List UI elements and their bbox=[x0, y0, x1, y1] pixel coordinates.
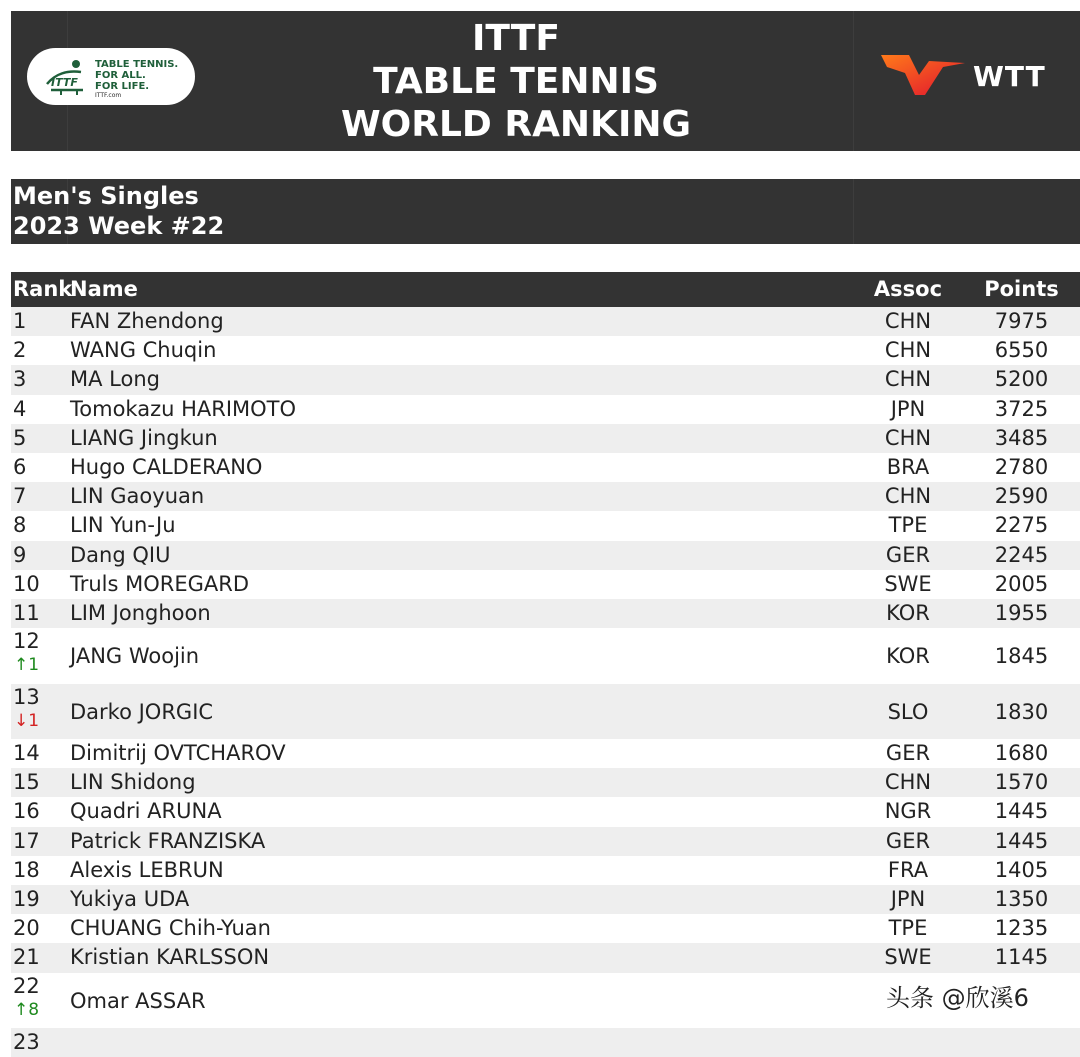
table-row bbox=[11, 628, 1080, 684]
rank-up-indicator: ↑1 bbox=[14, 655, 40, 676]
table-header bbox=[11, 272, 1080, 307]
wtt-wordmark: WTT bbox=[973, 60, 1046, 93]
points-cell: 1445 bbox=[994, 799, 1049, 824]
player-name: JANG Woojin bbox=[70, 644, 200, 669]
points-cell: 6550 bbox=[994, 338, 1049, 363]
rank-cell: 19 bbox=[13, 887, 40, 911]
rank-cell: 3 bbox=[13, 367, 27, 392]
player-name: LIN Yun-Ju bbox=[70, 513, 176, 538]
rank-cell: 8 bbox=[13, 513, 27, 538]
player-name: MA Long bbox=[70, 367, 160, 392]
points-cell: 1350 bbox=[994, 887, 1049, 911]
association-cell: TPE bbox=[888, 513, 928, 538]
association-cell: BRA bbox=[886, 454, 930, 479]
table-row bbox=[11, 684, 1080, 739]
rank-cell: 1 bbox=[13, 309, 27, 333]
table-row bbox=[11, 1028, 1080, 1057]
association-cell: KOR bbox=[886, 600, 930, 625]
table-row bbox=[11, 914, 1080, 943]
association-cell: JPN bbox=[890, 887, 926, 911]
table-row bbox=[11, 570, 1080, 599]
title-line: ITTF bbox=[472, 18, 560, 59]
table-row bbox=[11, 739, 1080, 768]
column-header-rank: Rank bbox=[13, 277, 73, 301]
ittf-logo bbox=[27, 48, 195, 105]
association-cell: SLO bbox=[887, 700, 929, 725]
table-row bbox=[11, 482, 1080, 511]
ittf-tagline-line: FOR ALL. bbox=[95, 70, 146, 81]
column-header-assoc: Assoc bbox=[873, 277, 943, 301]
rank-cell: 5 bbox=[13, 425, 27, 450]
rank-cell: 15 bbox=[13, 770, 40, 795]
column-header-points: Points bbox=[984, 277, 1059, 301]
ittf-tagline bbox=[95, 59, 178, 100]
rank-cell: 14 bbox=[13, 741, 40, 766]
ranking-table bbox=[11, 307, 1080, 1057]
player-name: Kristian KARLSSON bbox=[70, 945, 270, 970]
table-row bbox=[11, 768, 1080, 797]
association-cell: SWE bbox=[884, 945, 932, 970]
player-name: Omar ASSAR bbox=[70, 988, 206, 1013]
points-cell: 1405 bbox=[994, 857, 1049, 882]
column-header-name: Name bbox=[70, 277, 138, 301]
rank-cell: 16 bbox=[13, 799, 40, 824]
table-row bbox=[11, 511, 1080, 540]
rank-cell: 13 bbox=[13, 685, 40, 710]
table-row bbox=[11, 424, 1080, 453]
rank-cell: 18 bbox=[13, 857, 40, 882]
table-row bbox=[11, 856, 1080, 885]
ittf-tagline-line: TABLE TENNIS. bbox=[95, 59, 179, 70]
ranking-header bbox=[11, 11, 1080, 151]
player-name: Tomokazu HARIMOTO bbox=[70, 396, 297, 421]
association-cell: GER bbox=[885, 828, 931, 853]
player-name: Patrick FRANZISKA bbox=[70, 828, 266, 853]
association-cell: CHN bbox=[884, 770, 932, 795]
points-cell: 2275 bbox=[994, 513, 1049, 538]
table-row bbox=[11, 395, 1080, 424]
ittf-paddle-icon bbox=[41, 56, 89, 96]
player-name: FAN Zhendong bbox=[70, 309, 224, 333]
points-cell: 2005 bbox=[994, 571, 1049, 596]
points-cell: 1680 bbox=[994, 741, 1049, 766]
rank-cell: 11 bbox=[13, 600, 40, 625]
rank-cell: 6 bbox=[13, 454, 27, 479]
player-name: Dang QIU bbox=[70, 542, 171, 567]
header-divider bbox=[853, 179, 854, 244]
association-cell: SWE bbox=[884, 571, 932, 596]
ittf-mark-text: ITTF bbox=[51, 76, 78, 89]
title-line: WORLD RANKING bbox=[340, 104, 692, 145]
association-cell: CHN bbox=[884, 367, 932, 392]
association-cell: FRA bbox=[887, 857, 929, 882]
wtt-logo bbox=[881, 53, 1061, 109]
association-cell: CHN bbox=[884, 338, 932, 363]
association-cell: CHN bbox=[884, 484, 932, 509]
player-name: LIN Gaoyuan bbox=[70, 484, 205, 509]
rank-cell: 9 bbox=[13, 542, 27, 567]
association-cell: CHN bbox=[884, 309, 932, 333]
points-cell: 3725 bbox=[994, 396, 1049, 421]
points-cell: 2245 bbox=[994, 542, 1049, 567]
player-name: Yukiya UDA bbox=[70, 887, 190, 911]
rank-cell: 12 bbox=[13, 629, 40, 654]
player-name: Hugo CALDERANO bbox=[70, 454, 263, 479]
table-row bbox=[11, 599, 1080, 628]
rank-cell: 22 bbox=[13, 973, 40, 998]
table-row bbox=[11, 827, 1080, 856]
association-cell: CHN bbox=[884, 425, 932, 450]
table-row bbox=[11, 885, 1080, 914]
table-row bbox=[11, 307, 1080, 336]
points-cell: 1235 bbox=[994, 916, 1049, 941]
table-row bbox=[11, 541, 1080, 570]
rank-down-indicator: ↓1 bbox=[14, 711, 40, 732]
points-cell: 2780 bbox=[994, 454, 1049, 479]
points-cell: 1445 bbox=[994, 828, 1049, 853]
points-cell: 1830 bbox=[994, 700, 1049, 725]
table-row bbox=[11, 453, 1080, 482]
points-cell: 2590 bbox=[994, 484, 1049, 509]
rank-cell: 4 bbox=[13, 396, 27, 421]
rank-cell: 7 bbox=[13, 484, 27, 509]
points-cell: 7975 bbox=[994, 309, 1049, 333]
association-cell: TPE bbox=[888, 916, 928, 941]
player-name: LIN Shidong bbox=[70, 770, 196, 795]
player-name: CHUANG Chih-Yuan bbox=[70, 916, 271, 941]
event-name: Men's Singles bbox=[13, 182, 199, 210]
player-name: Darko JORGIC bbox=[70, 700, 214, 725]
rank-cell: 10 bbox=[13, 571, 40, 596]
rank-cell: 17 bbox=[13, 828, 40, 853]
page-title bbox=[321, 17, 711, 146]
player-name: WANG Chuqin bbox=[70, 338, 217, 363]
table-row bbox=[11, 365, 1080, 394]
ittf-url: ITTF.com bbox=[95, 92, 122, 99]
points-cell: 1845 bbox=[994, 644, 1049, 669]
title-line: TABLE TENNIS bbox=[373, 61, 659, 102]
ranking-week: 2023 Week #22 bbox=[13, 212, 225, 240]
table-row bbox=[11, 336, 1080, 365]
ranking-subheader bbox=[11, 179, 1080, 244]
association-cell: KOR bbox=[886, 644, 930, 669]
rank-cell: 21 bbox=[13, 945, 40, 970]
rank-cell: 23 bbox=[13, 1029, 40, 1054]
player-name: Alexis LEBRUN bbox=[70, 857, 224, 882]
points-cell: 3485 bbox=[994, 425, 1049, 450]
ittf-tagline-line: FOR LIFE. bbox=[95, 81, 150, 92]
player-name: Quadri ARUNA bbox=[70, 799, 222, 824]
rank-up-indicator: ↑8 bbox=[14, 999, 40, 1020]
association-cell: JPN bbox=[890, 396, 926, 421]
wtt-mark-icon bbox=[881, 53, 965, 97]
table-row bbox=[11, 797, 1080, 826]
association-cell: GER bbox=[885, 741, 931, 766]
association-cell: GER bbox=[885, 542, 931, 567]
player-name: Dimitrij OVTCHAROV bbox=[70, 741, 286, 766]
rank-cell: 2 bbox=[13, 338, 27, 363]
table-row bbox=[11, 943, 1080, 972]
player-name: LIM Jonghoon bbox=[70, 600, 211, 625]
association-cell: NGR bbox=[884, 799, 932, 824]
points-cell: 5200 bbox=[994, 367, 1049, 392]
points-cell: 1145 bbox=[994, 945, 1049, 970]
header-divider bbox=[853, 11, 854, 151]
points-cell: 1570 bbox=[994, 770, 1049, 795]
rank-cell: 20 bbox=[13, 916, 40, 941]
player-name: Truls MOREGARD bbox=[70, 571, 250, 596]
watermark: 头条 @欣溪6 bbox=[886, 984, 1029, 1012]
player-name: LIANG Jingkun bbox=[70, 425, 218, 450]
points-cell: 1955 bbox=[994, 600, 1049, 625]
